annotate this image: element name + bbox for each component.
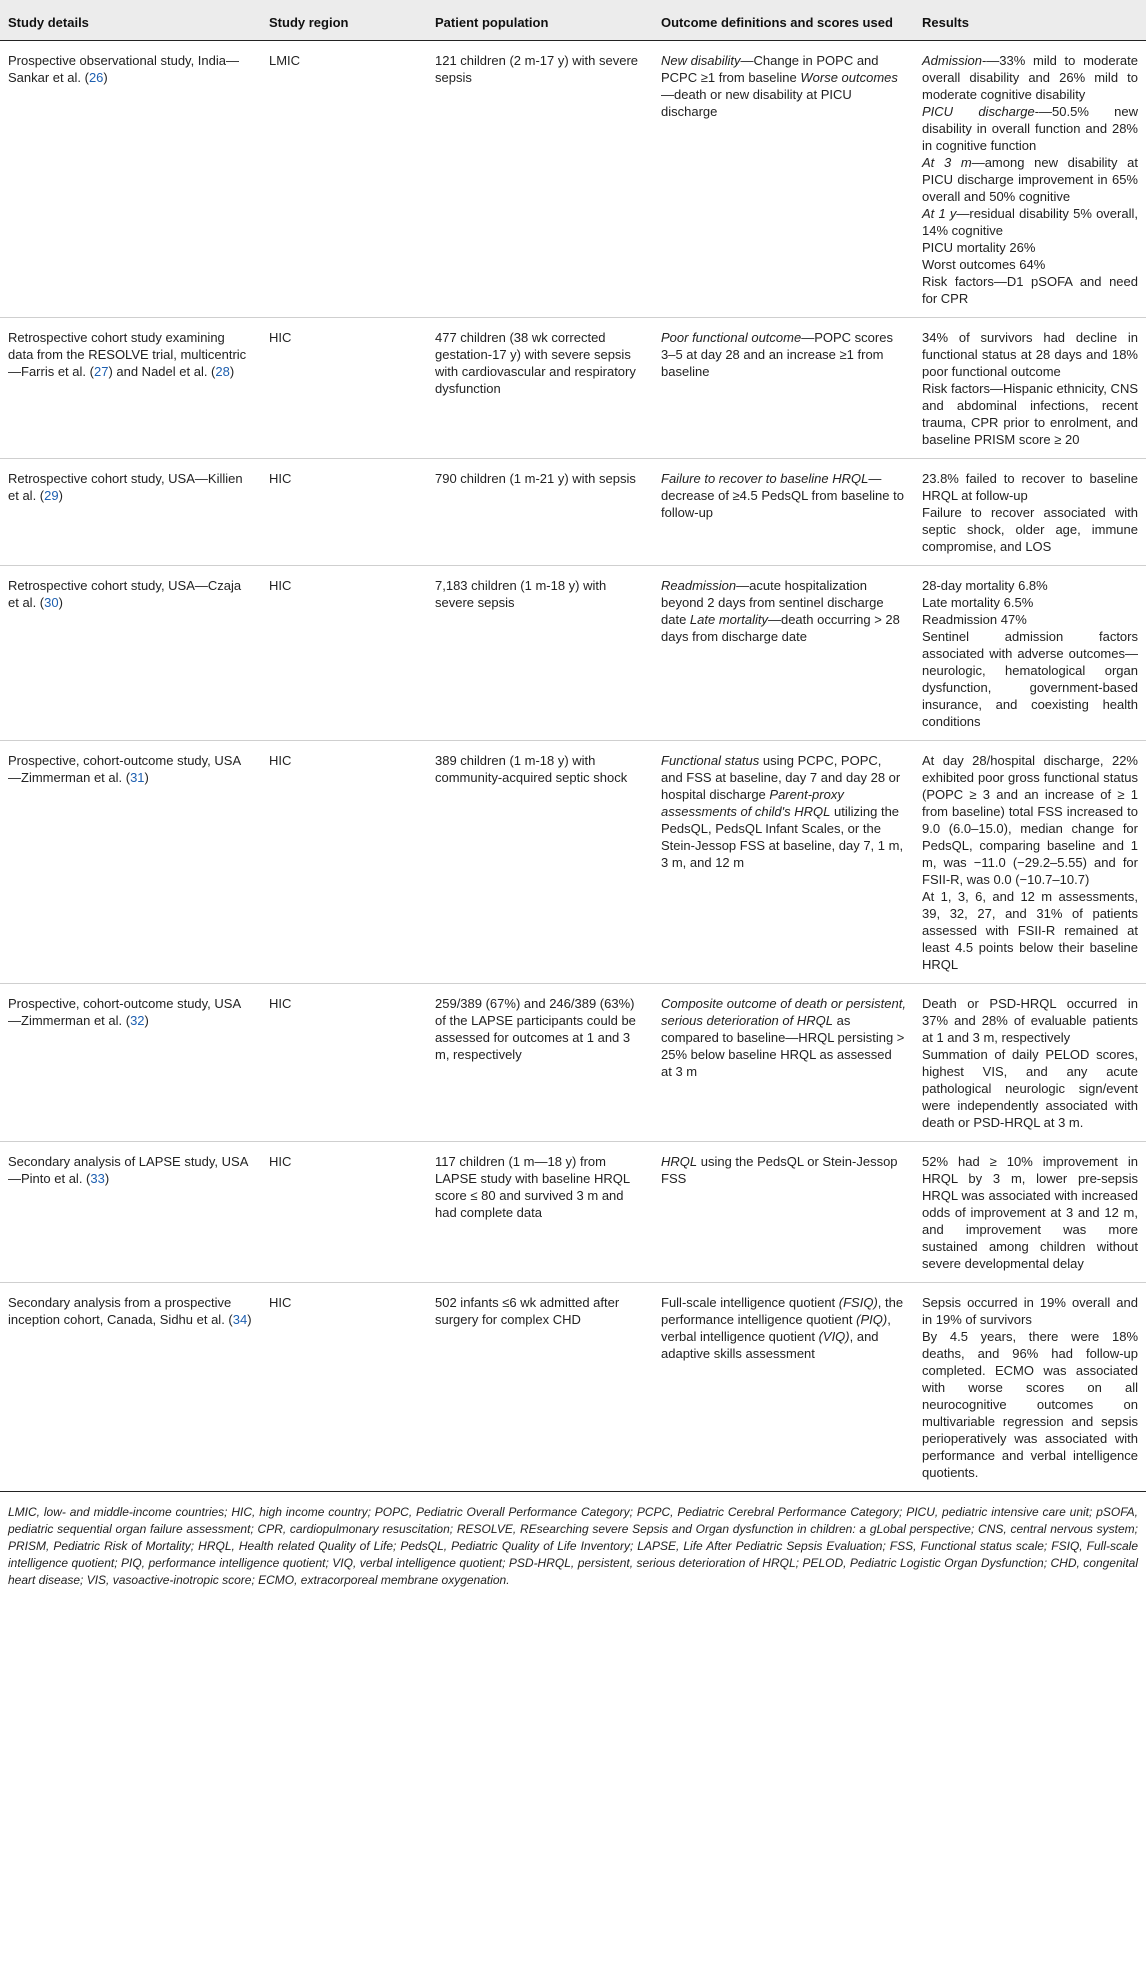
study-details-text: Retrospective cohort study, USA—Czaja et al. ( bbox=[8, 578, 242, 610]
study-details-text: Secondary analysis from a prospective inception cohort, Canada, Sidhu et al. ( bbox=[8, 1295, 233, 1327]
cell-patient-population: 790 children (1 m-21 y) with sepsis bbox=[427, 459, 653, 566]
cell-study-details bbox=[0, 566, 261, 741]
italic-term: Composite outcome of death or persistent, serious deterioration of HRQL bbox=[661, 996, 906, 1028]
result-line bbox=[922, 103, 1138, 154]
header-results: Results bbox=[914, 0, 1146, 41]
cell-study-details bbox=[0, 741, 261, 984]
citation-link[interactable]: 29 bbox=[44, 488, 59, 503]
cell-study-details bbox=[0, 1142, 261, 1283]
italic-term: At 3 m bbox=[922, 155, 972, 170]
cell-study-details bbox=[0, 1283, 261, 1492]
text-run: -—33% mild to moderate overall disability and 26% mild to moderate cognitive disability bbox=[922, 53, 1138, 102]
text-run: —Change in POPC and PCPC ≥1 from baseline bbox=[661, 53, 879, 85]
cell-outcome-definitions bbox=[653, 984, 914, 1142]
cell-results bbox=[914, 459, 1146, 566]
text-run: —residual disability 5% overall, 14% cognitive bbox=[922, 206, 1138, 238]
table-row bbox=[0, 1283, 1146, 1492]
cell-results bbox=[914, 566, 1146, 741]
citation-link[interactable]: 30 bbox=[44, 595, 59, 610]
result-line bbox=[922, 1328, 1138, 1481]
cell-outcome-definitions bbox=[653, 1142, 914, 1283]
table-row bbox=[0, 318, 1146, 459]
text-run: —death occurring > 28 days from discharge date bbox=[661, 612, 900, 644]
table-body bbox=[0, 41, 1146, 1492]
text-run: Risk factors—Hispanic ethnicity, CNS and abdominal infections, recent trauma, CPR prior to enrolment, and baseline PRISM score ≥ 20 bbox=[922, 381, 1138, 447]
result-line bbox=[922, 329, 1138, 380]
study-details-text: ) bbox=[229, 364, 235, 379]
cell-study-details bbox=[0, 41, 261, 318]
cell-results bbox=[914, 741, 1146, 984]
text-run: 23.8% failed to recover to baseline HRQL at follow-up bbox=[922, 471, 1138, 503]
cell-patient-population: 389 children (1 m-18 y) with community-acquired septic shock bbox=[427, 741, 653, 984]
citation-link[interactable]: 27 bbox=[93, 364, 109, 379]
result-line bbox=[922, 239, 1138, 256]
italic-term: Admission bbox=[922, 53, 982, 68]
table-row bbox=[0, 459, 1146, 566]
result-line bbox=[922, 594, 1138, 611]
cell-study-region: HIC bbox=[261, 1283, 427, 1492]
text-run: , the performance intelligence quotient bbox=[661, 1295, 904, 1327]
italic-term: Parent-proxy assessments of child's HRQL bbox=[661, 787, 844, 819]
result-line bbox=[922, 273, 1138, 307]
italic-term: Late mortality bbox=[689, 612, 768, 627]
text-run: Death or PSD-HRQL occurred in 37% and 28% of evaluable patients at 1 and 3 m, respectively bbox=[922, 996, 1138, 1045]
cell-study-region: HIC bbox=[261, 318, 427, 459]
italic-term: (VIQ) bbox=[818, 1329, 850, 1344]
cell-outcome-definitions bbox=[653, 566, 914, 741]
text-run: , verbal intelligence quotient bbox=[661, 1312, 891, 1344]
header-outcome-definitions: Outcome definitions and scores used bbox=[653, 0, 914, 41]
cell-study-details bbox=[0, 318, 261, 459]
result-line bbox=[922, 888, 1138, 973]
text-run: 34% of survivors had decline in functional status at 28 days and 18% poor functional outcome bbox=[922, 330, 1138, 379]
citation-link[interactable]: 26 bbox=[88, 70, 104, 85]
text-run: Readmission 47% bbox=[922, 612, 1027, 627]
result-line bbox=[922, 504, 1138, 555]
italic-term: At 1 y bbox=[922, 206, 957, 221]
italic-term: Failure to recover to baseline HRQL bbox=[661, 471, 869, 486]
citation-link[interactable]: 33 bbox=[90, 1171, 105, 1186]
cell-patient-population: 117 children (1 m—18 y) from LAPSE study with baseline HRQL score ≤ 80 and survived 3 m and had complete data bbox=[427, 1142, 653, 1283]
cell-results bbox=[914, 1142, 1146, 1283]
italic-term: Functional status bbox=[661, 753, 760, 768]
text-run: Sepsis occurred in 19% overall and in 19% of survivors bbox=[922, 1295, 1138, 1327]
header-study-region: Study region bbox=[261, 0, 427, 41]
result-line bbox=[922, 628, 1138, 730]
result-line bbox=[922, 1046, 1138, 1131]
text-run: —among new disability at PICU discharge improvement in 65% overall and 50% cognitive bbox=[922, 155, 1138, 204]
text-run: , and adaptive skills assessment bbox=[661, 1329, 879, 1361]
result-line bbox=[922, 470, 1138, 504]
italic-term: PICU discharge bbox=[922, 104, 1035, 119]
text-run: Risk factors—D1 pSOFA and need for CPR bbox=[922, 274, 1138, 306]
cell-patient-population: 7,183 children (1 m-18 y) with severe sepsis bbox=[427, 566, 653, 741]
text-run: using the PedsQL or Stein-Jessop FSS bbox=[661, 1154, 898, 1186]
study-details-text: ) bbox=[58, 488, 63, 503]
study-details-text: Retrospective cohort study, USA—Killien et al. ( bbox=[8, 471, 243, 503]
citation-link[interactable]: 32 bbox=[130, 1013, 145, 1028]
cell-study-region: LMIC bbox=[261, 41, 427, 318]
result-line bbox=[922, 995, 1138, 1046]
table-header bbox=[0, 0, 1146, 41]
citation-link[interactable]: 31 bbox=[130, 770, 145, 785]
text-run: 52% had ≥ 10% improvement in HRQL by 3 m, lower pre-sepsis HRQL was associated with increased odds of improvement at 3 and 12 m, and improvement was more sustained among children without severe developmental delay bbox=[922, 1154, 1138, 1271]
table-footnote: LMIC, low- and middle-income countries; HIC, high income country; POPC, Pediatric Overall Performance Category; PCPC, Pediatric Cerebral Performance Category; PICU, pediatric intensive care unit; pSOFA, pediatric sequential organ failure assessment; CPR, cardiopulmonary resuscitation; RESOLVE, REsearching severe Sepsis and Organ dysfunction in children: a gLobal perspective; CNS, central nervous system; PRISM, Pediatric Risk of Mortality; HRQL, Health related Quality of Life; PedsQL, Pediatric Quality of Life Inventory; LAPSE, Life After Pediatric Sepsis Evaluation; FSS, Functional status scale; FSIQ, Full-scale intelligence quotient; PIQ, performance intelligence quotient; VIQ, verbal intelligence quotient; PSD-HRQL, persistent, serious deterioration of HRQL; PELOD, Pediatric Logistic Organ Dysfunction; CHD, congenital heart disease; VIS, vasoactive-inotropic score; ECMO, extracorporeal membrane oxygenation. bbox=[8, 1505, 1138, 1587]
result-line bbox=[922, 577, 1138, 594]
cell-outcome-definitions bbox=[653, 459, 914, 566]
table-row bbox=[0, 1142, 1146, 1283]
italic-term: New disability bbox=[661, 53, 741, 68]
italic-term: HRQL bbox=[661, 1154, 698, 1169]
result-line bbox=[922, 611, 1138, 628]
text-run: —acute hospitalization beyond 2 days from sentinel discharge date bbox=[661, 578, 884, 627]
cell-results bbox=[914, 318, 1146, 459]
italic-term: Poor functional outcome bbox=[661, 330, 802, 345]
result-line bbox=[922, 256, 1138, 273]
cell-study-region: HIC bbox=[261, 984, 427, 1142]
study-details-text: ) bbox=[58, 595, 63, 610]
text-run: By 4.5 years, there were 18% deaths, and 96% had follow-up completed. ECMO was associated with worse scores on all neurocognitive outcomes on multivariable regression and sepsis perioperatively was associated with performance and verbal intelligence quotients. bbox=[922, 1329, 1138, 1480]
text-run: Sentinel admission factors associated with adverse outcomes—neurologic, hematological organ dysfunction, government-based insurance, and coexisting health conditions bbox=[922, 629, 1138, 729]
table-row bbox=[0, 41, 1146, 318]
header-study-details: Study details bbox=[0, 0, 261, 41]
study-details-text: ) bbox=[104, 1171, 110, 1186]
study-details-text: ) bbox=[144, 770, 149, 785]
cell-outcome-definitions bbox=[653, 1283, 914, 1492]
text-run: At day 28/hospital discharge, 22% exhibited poor gross functional status (POPC ≥ 3 and an increase of ≥ 1 from baseline) total FSS increased to 9.0 (6.0–15.0), median change for PedsQL, comparing baseline and 1 m, was −11.0 (−29.2–5.55) and for FSII-R, was 0.0 (−10.7–10.7) bbox=[922, 753, 1138, 887]
cell-outcome-definitions bbox=[653, 318, 914, 459]
text-run: Late mortality 6.5% bbox=[922, 595, 1034, 610]
cell-study-region: HIC bbox=[261, 741, 427, 984]
study-details-text: Retrospective cohort study examining data from the RESOLVE trial, multicentric—Farris et al. ( bbox=[8, 330, 247, 379]
study-details-text: ) bbox=[247, 1312, 252, 1327]
result-line bbox=[922, 1294, 1138, 1328]
header-row bbox=[0, 0, 1146, 41]
study-details-text: ) bbox=[103, 70, 108, 85]
text-run: Worst outcomes 64% bbox=[922, 257, 1046, 272]
table-row bbox=[0, 566, 1146, 741]
cell-study-details bbox=[0, 984, 261, 1142]
text-run: -—50.5% new disability in overall function and 28% in cognitive function bbox=[922, 104, 1138, 153]
result-line bbox=[922, 154, 1138, 205]
italic-term: Readmission bbox=[661, 578, 737, 593]
cell-outcome-definitions bbox=[653, 41, 914, 318]
text-run: Summation of daily PELOD scores, highest VIS, and any acute pathological neurologic sign/event were independently associated with death or PSD-HRQL at 3 m. bbox=[922, 1047, 1138, 1130]
table-row bbox=[0, 741, 1146, 984]
cell-study-region: HIC bbox=[261, 459, 427, 566]
text-run: Full-scale intelligence quotient bbox=[661, 1295, 839, 1310]
study-details-text: Prospective, cohort-outcome study, USA—Zimmerman et al. ( bbox=[8, 753, 242, 785]
citation-link[interactable]: 28 bbox=[215, 364, 230, 379]
result-line bbox=[922, 752, 1138, 888]
text-run: —death or new disability at PICU discharge bbox=[661, 87, 852, 119]
cell-results bbox=[914, 41, 1146, 318]
cell-study-details bbox=[0, 459, 261, 566]
cell-patient-population: 502 infants ≤6 wk admitted after surgery for complex CHD bbox=[427, 1283, 653, 1492]
text-run: Failure to recover associated with septic shock, older age, immune compromise, and LOS bbox=[922, 505, 1138, 554]
result-line bbox=[922, 52, 1138, 103]
text-run: At 1, 3, 6, and 12 m assessments, 39, 32, 27, and 31% of patients assessed with FSII-R remained at least 4.5 points below their baseline HRQL bbox=[922, 889, 1138, 972]
text-run: 28-day mortality 6.8% bbox=[922, 578, 1048, 593]
table-row bbox=[0, 984, 1146, 1142]
study-details-text: ) bbox=[144, 1013, 149, 1028]
text-run: using PCPC, POPC, and FSS at baseline, day 7 and day 28 or hospital discharge bbox=[661, 753, 901, 802]
result-line bbox=[922, 380, 1138, 448]
cell-patient-population: 477 children (38 wk corrected gestation-17 y) with severe sepsis with cardiovascular and respiratory dysfunction bbox=[427, 318, 653, 459]
cell-study-region: HIC bbox=[261, 566, 427, 741]
cell-results bbox=[914, 1283, 1146, 1492]
italic-term: (PIQ) bbox=[856, 1312, 888, 1327]
study-details-text: Prospective observational study, India—Sankar et al. ( bbox=[8, 53, 239, 85]
study-details-text: Prospective, cohort-outcome study, USA—Zimmerman et al. ( bbox=[8, 996, 242, 1028]
text-run: —decrease of ≥4.5 PedsQL from baseline to follow-up bbox=[661, 471, 904, 520]
study-details-text: Secondary analysis of LAPSE study, USA—Pinto et al. ( bbox=[8, 1154, 249, 1186]
cell-outcome-definitions bbox=[653, 741, 914, 984]
cell-study-region: HIC bbox=[261, 1142, 427, 1283]
text-run: as compared to baseline—HRQL persisting > 25% below baseline HRQL as assessed at 3 m bbox=[661, 1013, 905, 1079]
italic-term: Worse outcomes bbox=[800, 70, 898, 85]
text-run: PICU mortality 26% bbox=[922, 240, 1036, 255]
text-run: —POPC scores 3–5 at day 28 and an increase ≥1 from baseline bbox=[661, 330, 893, 379]
italic-term: (FSIQ) bbox=[838, 1295, 878, 1310]
citation-link[interactable]: 34 bbox=[232, 1312, 248, 1327]
study-details-text: ) and Nadel et al. ( bbox=[108, 364, 216, 379]
result-line bbox=[922, 1153, 1138, 1272]
text-run: utilizing the PedsQL, PedsQL Infant Scales, or the Stein-Jessop FSS at baseline, day 7, 1 m, 3 m, and 12 m bbox=[661, 804, 904, 870]
cell-results bbox=[914, 984, 1146, 1142]
header-patient-population: Patient population bbox=[427, 0, 653, 41]
cell-patient-population: 121 children (2 m-17 y) with severe sepsis bbox=[427, 41, 653, 318]
result-line bbox=[922, 205, 1138, 239]
cell-patient-population: 259/389 (67%) and 246/389 (63%) of the LAPSE participants could be assessed for outcomes at 1 and 3 m, respectively bbox=[427, 984, 653, 1142]
